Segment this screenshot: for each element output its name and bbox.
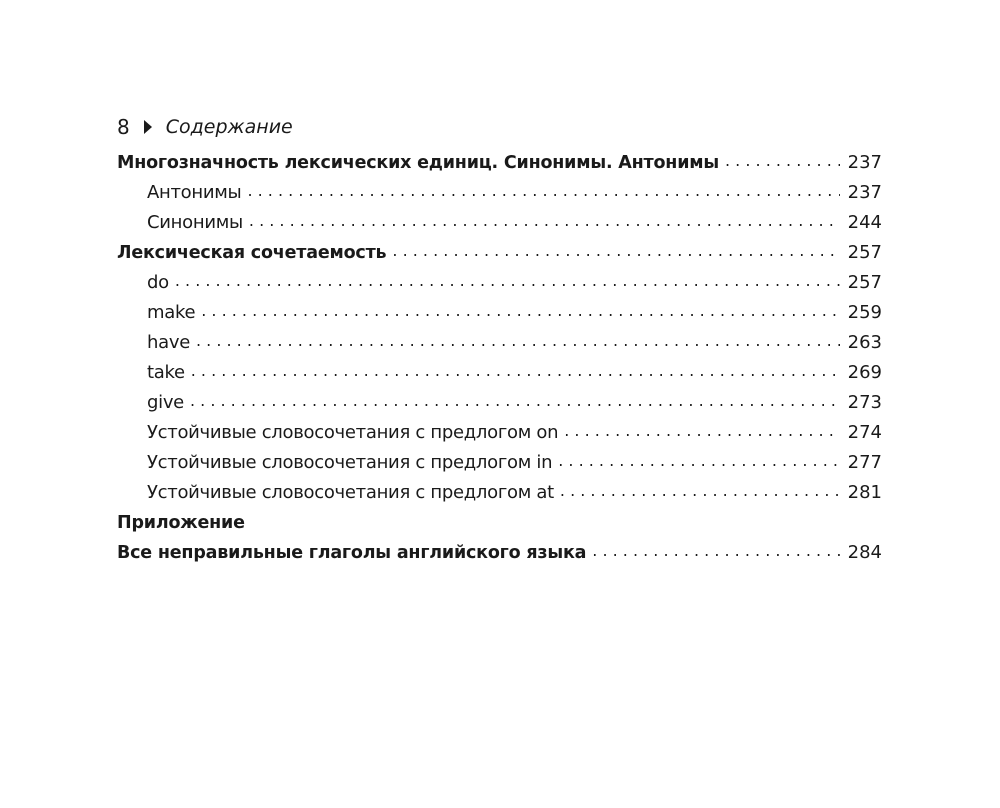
dot-leader [392, 236, 840, 266]
toc-entry-label: have [147, 332, 190, 353]
toc-subentry[interactable] [117, 418, 882, 448]
toc-subentry[interactable] [117, 388, 882, 418]
dot-leader [249, 206, 840, 236]
toc-entry-label: Устойчивые словосочетания с предлогом in [147, 452, 553, 473]
toc-entry-label: Приложение [117, 513, 245, 533]
toc-page-number: 259 [847, 302, 882, 323]
toc-chapter[interactable] [117, 238, 882, 268]
toc-entry-label: Устойчивые словосочетания с предлогом at [147, 482, 554, 503]
dot-leader [564, 416, 840, 446]
dot-leader [560, 476, 840, 506]
dot-leader [558, 446, 840, 476]
toc-entry-label: make [147, 302, 196, 323]
dot-leader [175, 266, 840, 296]
toc-entry-label: give [147, 392, 184, 413]
running-head [117, 110, 882, 144]
toc-page-number: 273 [847, 392, 882, 413]
section-title: Содержание [165, 116, 293, 138]
toc-page-number: 269 [847, 362, 882, 383]
toc-entry-label: Все неправильные глаголы английского языка [117, 543, 587, 563]
toc-entry-label: take [147, 362, 185, 383]
toc-page-number: 257 [847, 272, 882, 293]
toc-subentry[interactable] [117, 358, 882, 388]
toc-entry-label: Синонимы [147, 212, 243, 233]
page-number: 8 [117, 115, 130, 139]
toc-chapter[interactable] [117, 538, 882, 568]
toc-entry-label: Лексическая сочетаемость [117, 243, 387, 263]
book-page [117, 110, 882, 568]
toc-page-number: 244 [847, 212, 882, 233]
toc-page-number: 281 [847, 482, 882, 503]
toc-entry-label: Многозначность лексических единиц. Синонимы. Антонимы [117, 153, 719, 173]
dot-leader [196, 326, 840, 356]
toc-subentry[interactable] [117, 478, 882, 508]
toc-subentry[interactable] [117, 208, 882, 238]
toc-page-number: 237 [847, 152, 882, 173]
dot-leader [725, 146, 840, 176]
toc-page-number: 263 [847, 332, 882, 353]
dot-leader [247, 176, 840, 206]
toc-entry-label: Антонимы [147, 182, 242, 203]
toc-subentry[interactable] [117, 178, 882, 208]
toc-page-number: 257 [847, 242, 882, 263]
toc-page-number: 284 [847, 542, 882, 563]
toc-entry-label: do [147, 272, 169, 293]
toc-subentry[interactable] [117, 448, 882, 478]
toc-chapter[interactable] [117, 508, 882, 538]
toc-subentry[interactable] [117, 328, 882, 358]
toc-chapter[interactable] [117, 148, 882, 178]
toc-page-number: 274 [847, 422, 882, 443]
dot-leader [201, 296, 840, 326]
toc-page-number: 277 [847, 452, 882, 473]
toc-subentry[interactable] [117, 298, 882, 328]
toc-page-number: 237 [847, 182, 882, 203]
dot-leader [592, 536, 840, 566]
dot-leader [191, 356, 840, 386]
dot-leader [190, 386, 840, 416]
toc-entry-label: Устойчивые словосочетания с предлогом on [147, 422, 559, 443]
table-of-contents [117, 148, 882, 568]
toc-subentry[interactable] [117, 268, 882, 298]
triangle-right-icon [144, 120, 152, 134]
